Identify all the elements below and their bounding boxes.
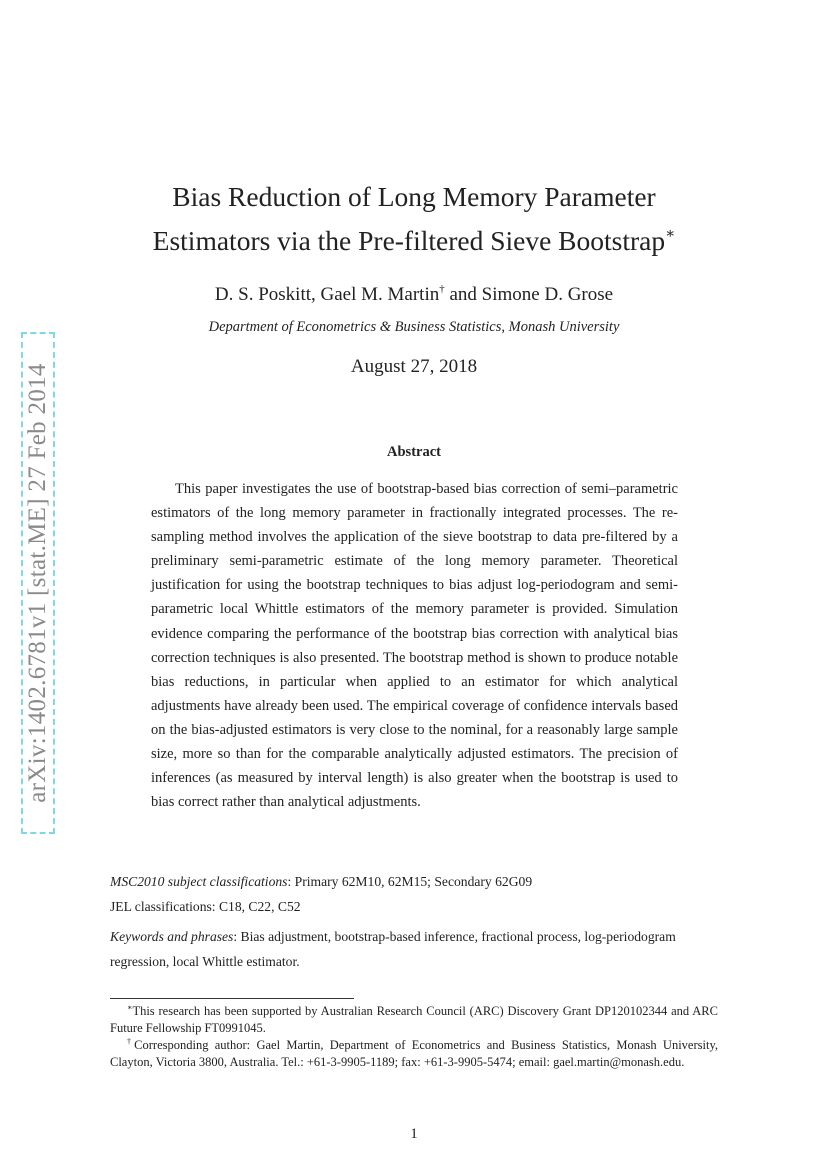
footnote-funding xyxy=(110,1003,718,1037)
footnote-1-text: This research has been supported by Australian Research Council (ARC) Discovery Grant DP120102344 and ARC Future Fellowship FT0991045. xyxy=(110,1004,718,1035)
title-footnote-marker: ∗ xyxy=(665,226,676,242)
jel-classifications: JEL classifications: C18, C22, C52 xyxy=(110,899,301,914)
corresponding-author-marker: † xyxy=(439,283,445,295)
authors-part-1: D. S. Poskitt, Gael M. Martin xyxy=(214,284,440,305)
footnote-1-marker: ∗ xyxy=(127,1003,133,1012)
arxiv-stamp xyxy=(21,332,55,834)
footnote-rule xyxy=(110,998,354,999)
arxiv-identifier: arXiv:1402.6781v1 [stat.ME] 27 Feb 2014 xyxy=(24,363,51,803)
affiliation: Department of Econometrics & Business Statistics, Monash University xyxy=(208,319,620,335)
paper-title xyxy=(110,175,718,263)
footnote-2-marker: † xyxy=(127,1037,135,1046)
abstract-text: This paper investigates the use of bootstrap-based bias correction of semi–parametric estimators of the long memory parameter in fractionally integrated processes. The re-sampling method involves the application of the sieve bootstrap to data pre-filtered by a preliminary semi-parametric estimate of the long memory parameter. Theoretical justification for using the bootstrap techniques to bias adjust log-periodogram and semi-parametric local Whittle estimators of the memory parameter is provided. Simulation evidence comparing the performance of the bootstrap bias correction with analytical bias correction techniques is also presented. The bootstrap method is shown to produce notable bias reductions, in particular when applied to an estimator for which analytical adjustments have already been used. The empirical coverage of confidence intervals based on the bias-adjusted estimators is very close to the nominal, for a reasonably large sample size, more so than for the comparable analytically adjusted estimators. The precision of inferences (as measured by interval length) is also greater when the bootstrap is used to bias correct rather than analytical adjustments. xyxy=(151,481,678,811)
keywords-label: Keywords and phrases xyxy=(110,929,234,944)
msc-label: MSC2010 subject classifications xyxy=(110,874,288,889)
authors-part-2: and Simone D. Grose xyxy=(444,284,614,305)
footnote-2-text: Corresponding author: Gael Martin, Department of Econometrics and Business Statistics, Monash University, Clayton, Victoria 3800, Australia. Tel.: +61-3-9905-1189; fax: +61-3-9905-5474; email: gael.martin@monash.edu. xyxy=(110,1038,719,1069)
title-line-1: Bias Reduction of Long Memory Parameter xyxy=(172,181,656,212)
page-number: 1 xyxy=(410,1126,418,1142)
paper-date: August 27, 2018 xyxy=(350,356,478,377)
abstract-heading: Abstract xyxy=(387,444,441,460)
title-line-2: Estimators via the Pre-filtered Sieve Bootstrap xyxy=(152,225,666,256)
author-list xyxy=(110,284,718,306)
keywords-value: : Bias adjustment, bootstrap-based inference, fractional process, log-periodogram regression, local Whittle estimator. xyxy=(110,929,676,969)
footnote-corresponding-author xyxy=(110,1037,718,1071)
keywords xyxy=(110,924,730,974)
msc-value: : Primary 62M10, 62M15; Secondary 62G09 xyxy=(287,874,533,889)
msc-classifications xyxy=(110,874,730,890)
